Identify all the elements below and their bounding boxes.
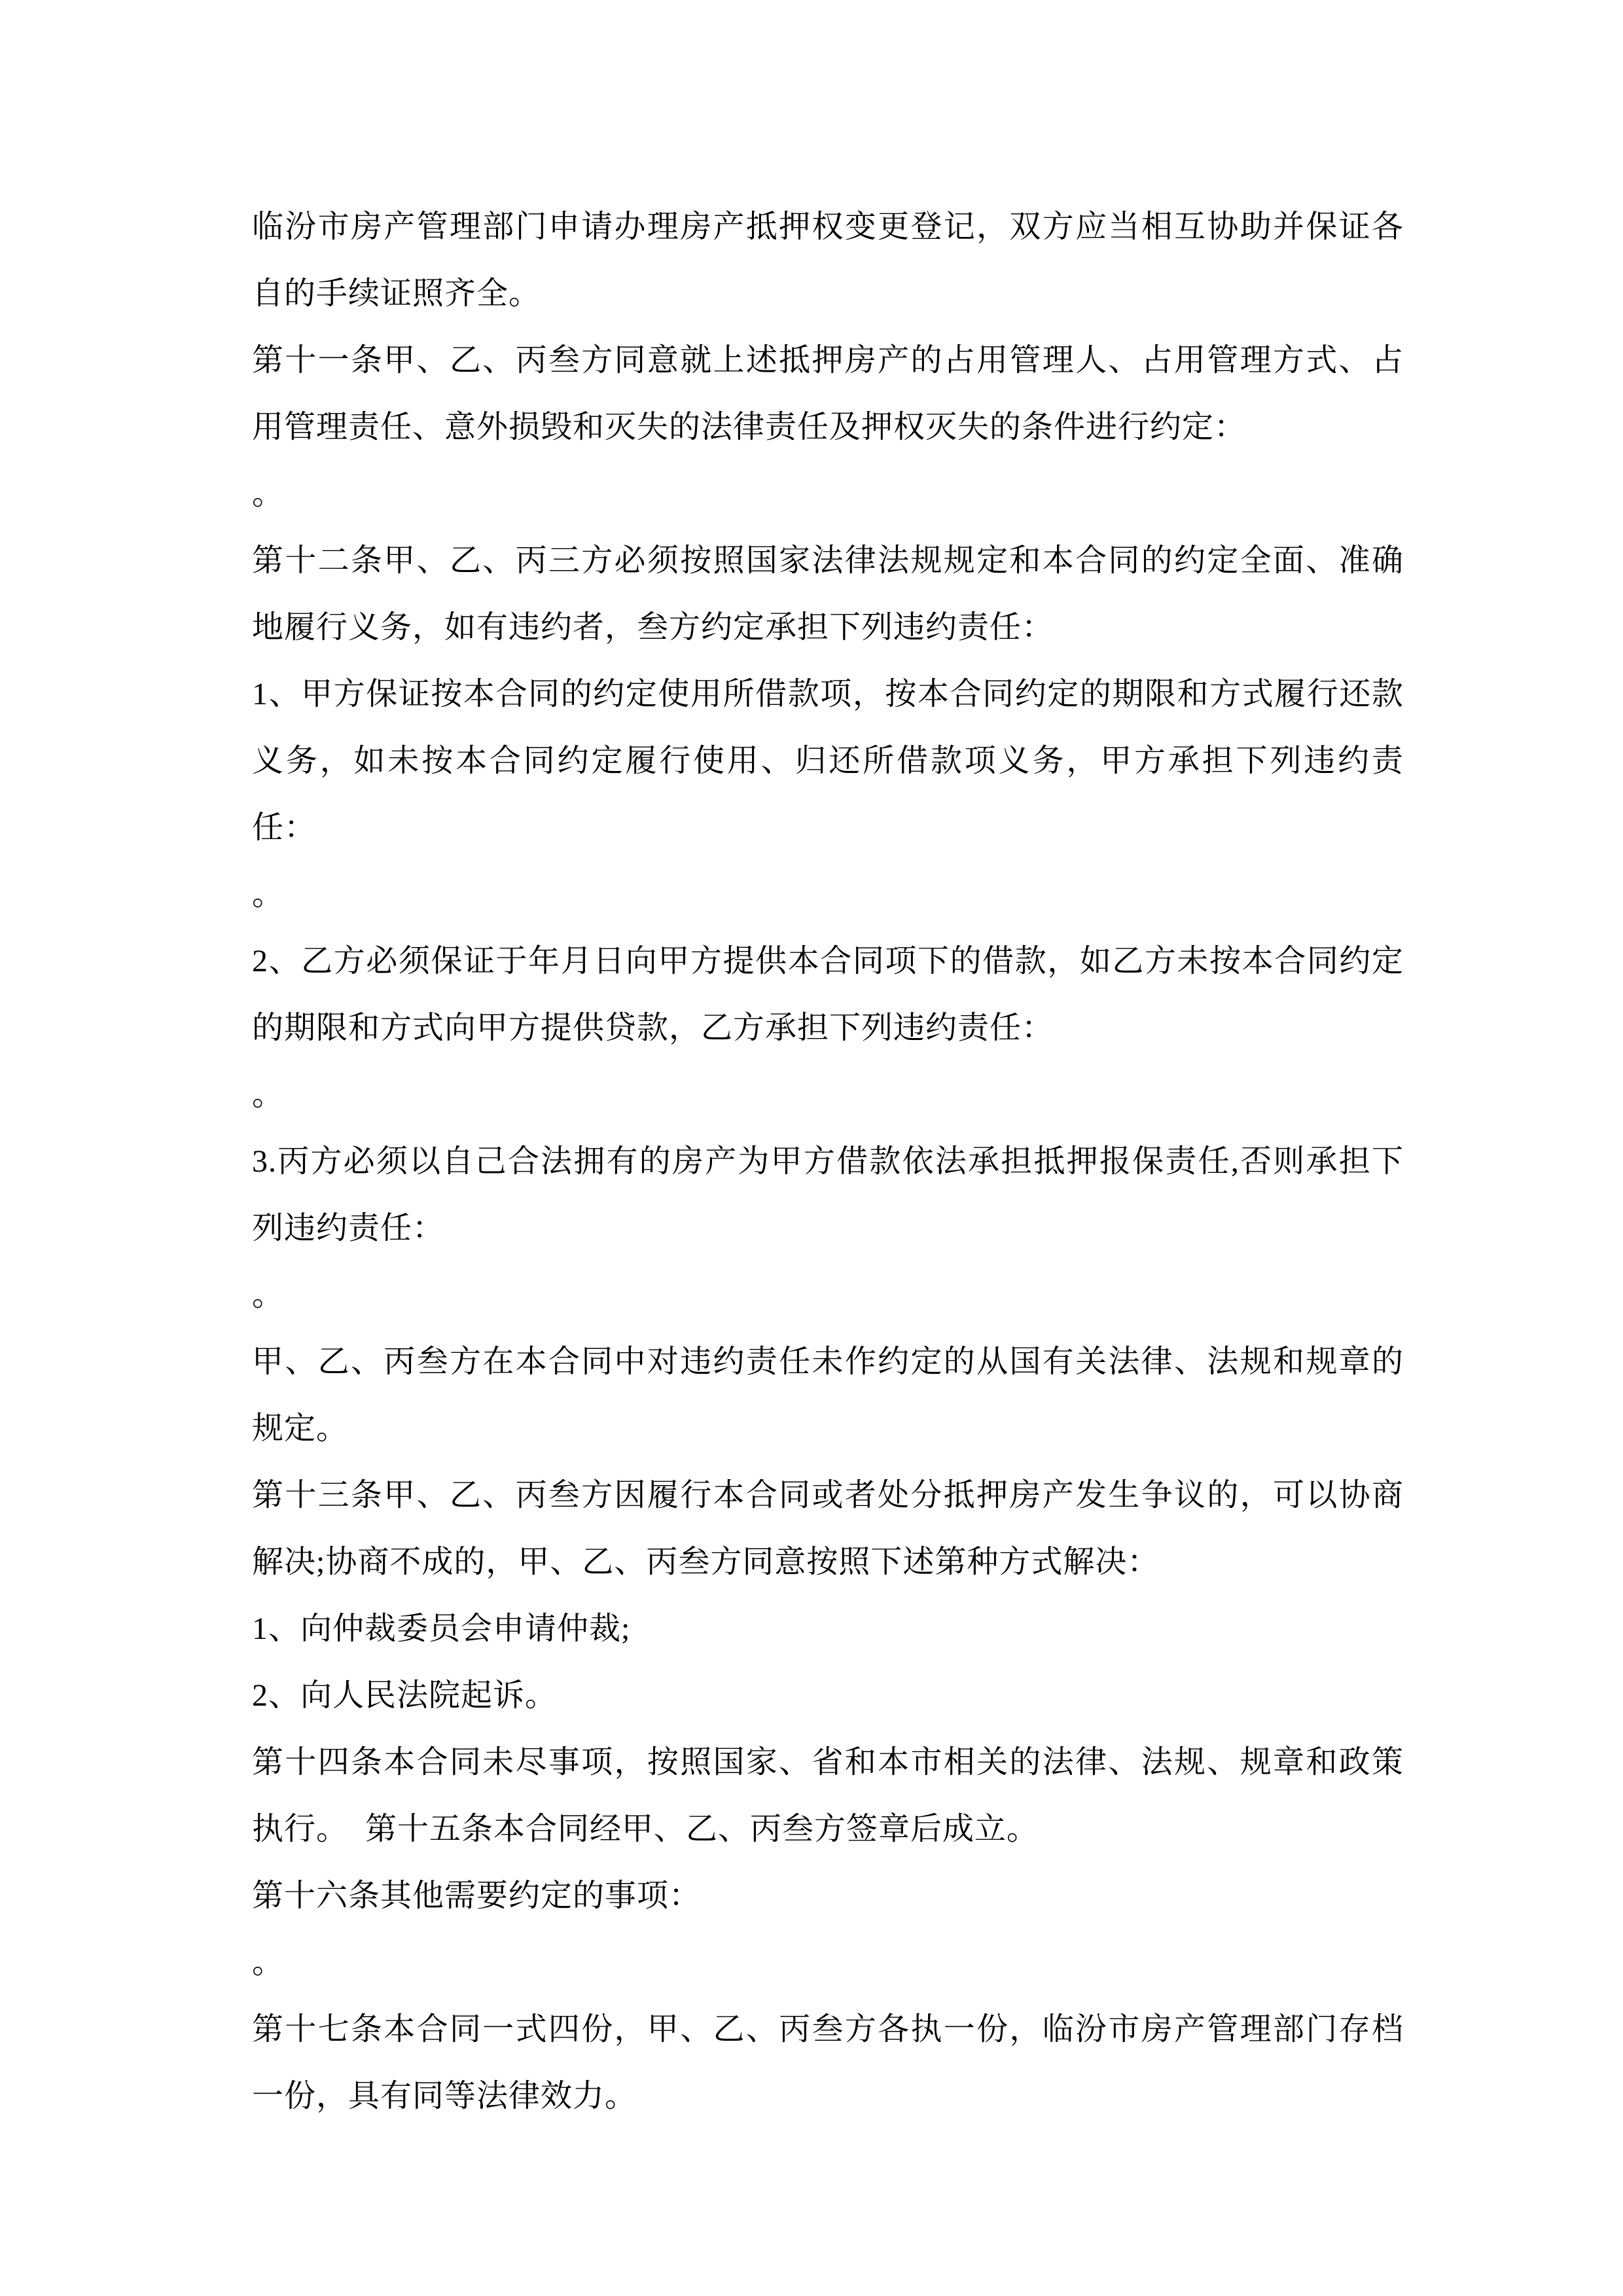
paragraph: 1、向仲裁委员会申请仲裁;	[252, 1611, 631, 1646]
paragraph: 第十二条甲、乙、丙三方必须按照国家法律法规规定和本合同的约定全面、准确地履行义务，如有违约者，叁方约定承担下列违约责任：	[252, 543, 1404, 645]
paragraph: 第十一条甲、乙、丙叁方同意就上述抵押房产的占用管理人、占用管理方式、占用管理责任、意外损毁和灭失的法律责任及押权灭失的条件进行约定：	[252, 343, 1404, 444]
paragraph: 2、向人民法院起诉。	[252, 1678, 558, 1713]
paragraph: 。	[252, 1077, 285, 1112]
paragraph: 第十三条甲、乙、丙叁方因履行本合同或者处分抵押房产发生争议的，可以协商解决;协商不成的，甲、乙、丙叁方同意按照下述第种方式解决：	[252, 1478, 1404, 1579]
contract-text-body	[252, 194, 1404, 2130]
paragraph: 。	[252, 476, 285, 511]
paragraph: 1、甲方保证按本合同的约定使用所借款项，按本合同约定的期限和方式履行还款义务，如未按本合同约定履行使用、归还所借款项义务，甲方承担下列违约责任：	[252, 677, 1404, 845]
paragraph: 。	[252, 877, 285, 912]
paragraph: 。	[252, 1278, 285, 1312]
paragraph: 临汾市房产管理部门申请办理房产抵押权变更登记，双方应当相互协助并保证各自的手续证照齐全。	[252, 209, 1404, 311]
paragraph: 甲、乙、丙叁方在本合同中对违约责任未作约定的从国有关法律、法规和规章的规定。	[252, 1344, 1404, 1446]
paragraph: 3.丙方必须以自己合法拥有的房产为甲方借款依法承担抵押报保责任,否则承担下列违约责任：	[252, 1144, 1404, 1246]
paragraph: 2、乙方必须保证于年月日向甲方提供本合同项下的借款，如乙方未按本合同约定的期限和方式向甲方提供贷款，乙方承担下列违约责任：	[252, 944, 1404, 1045]
paragraph: 第十四条本合同未尽事项，按照国家、省和本市相关的法律、法规、规章和政策执行。 第十五条本合同经甲、乙、丙叁方签章后成立。	[252, 1745, 1404, 1846]
paragraph: 。	[252, 1945, 285, 1980]
paragraph: 第十七条本合同一式四份，甲、乙、丙叁方各执一份，临汾市房产管理部门存档一份，具有同等法律效力。	[252, 2012, 1404, 2113]
paragraph: 第十六条其他需要约定的事项：	[252, 1878, 702, 1913]
